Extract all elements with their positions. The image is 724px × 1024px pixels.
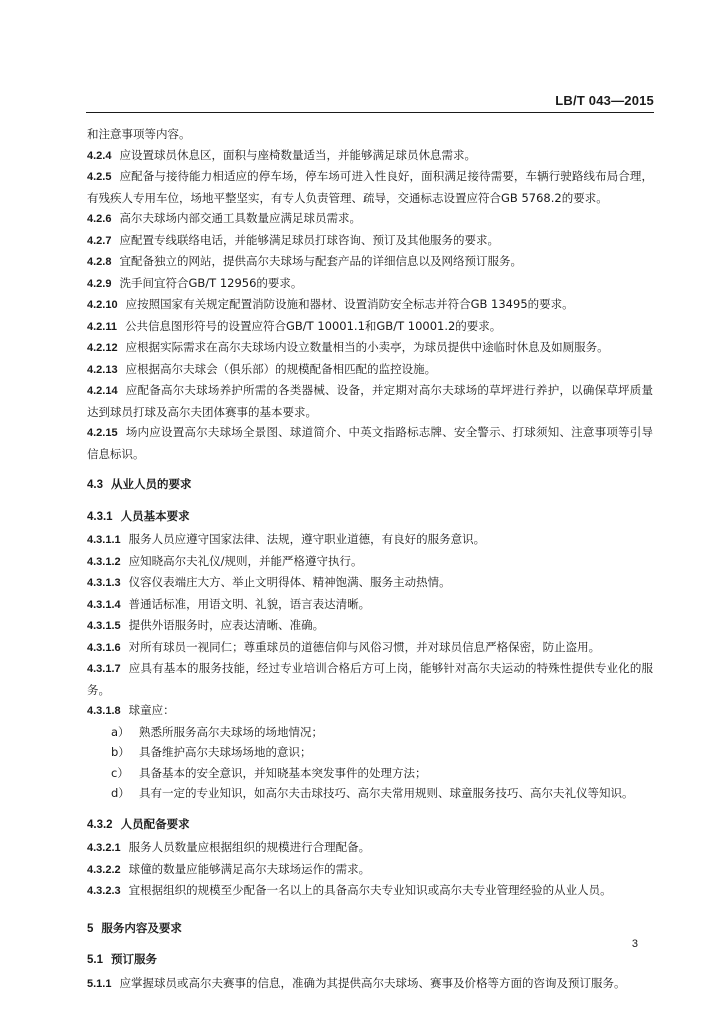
list-text: 具有一定的专业知识，如高尔夫击球技巧、高尔夫常用规则、球童服务技巧、高尔夫礼仪等知识。: [139, 786, 634, 800]
clause-number: 4.2.11: [87, 320, 117, 333]
clause-4-3-1-4: [87, 594, 653, 616]
clause-text: 高尔夫球场内部交通工具数量应满足球员需求。: [119, 211, 361, 225]
clause-5-1-1: [87, 973, 653, 995]
clause-number: 4.3.2.3: [87, 885, 121, 897]
page-number: 3: [631, 938, 638, 950]
clause-4-3-2-1: [87, 837, 653, 859]
clause-text: 应按照国家有关规定配置消防设施和器材、设置消防安全标志并符合GB 13495的要求。: [125, 297, 574, 311]
clause-text: 应知晓高尔夫礼仪/规则，并能严格遵守执行。: [128, 553, 363, 568]
clause-text: 应具有基本的服务技能，经过专业培训合格后方可上岗，能够针对高尔夫运动的特殊性提供专业化的服务。: [87, 661, 653, 697]
section-heading-5-1: [87, 949, 653, 971]
clause-4-3-1-8: [87, 700, 653, 722]
clause-list-4-2: [87, 145, 653, 465]
clause-number: 4.3.1.7: [87, 663, 121, 675]
section-number: 5: [87, 922, 94, 935]
clause-number: 4.2.12: [87, 342, 118, 354]
list-label: b）: [111, 745, 130, 759]
clause-list-4-3-2: [87, 837, 653, 902]
clause-number: 4.2.8: [87, 256, 112, 268]
clause-text: 洗手间宜符合GB/T 12956的要求。: [119, 275, 303, 290]
clause-4-2-8: [87, 251, 653, 273]
list-item: [111, 722, 653, 743]
clause-4-2-10: [87, 294, 653, 316]
clause-text: 服务人员数量应根据组织的规模进行合理配备。: [128, 840, 371, 854]
clause-4-2-7: [87, 230, 653, 252]
clause-4-3-1-7: [87, 658, 653, 700]
list-text: 熟悉所服务高尔夫球场的场地情况；: [139, 724, 323, 739]
list-label: d）: [111, 786, 130, 800]
section-title: 服务内容及要求: [101, 920, 182, 935]
clause-text: 应根据实际需求在高尔夫球场内设立数量相当的小卖亭，为球员提供中途临时休息及如厕服务。: [125, 340, 609, 354]
section-number: 4.3: [87, 479, 103, 491]
clause-text: 宜根据组织的规模至少配备一名以上的具备高尔夫专业知识或高尔夫专业管理经验的从业人员。: [128, 883, 612, 897]
section-heading-4-3-1: [87, 506, 653, 528]
clause-4-2-5: [87, 166, 653, 208]
section-heading-4-3: [87, 474, 653, 496]
clause-number: 5.1.1: [87, 977, 112, 990]
clause-text: 应设置球员休息区，面积与座椅数量适当，并能够满足球员休息需求。: [119, 147, 476, 162]
clause-text: 应配备与接待能力相适应的停车场，停车场可进入性良好，面积满足接待需要，车辆行驶路线布局合理，有残疾人专用车位，场地平整坚实，有专人负责管理、疏导，交通标志设置应符合GB 5768.2的要求。: [87, 169, 653, 205]
clause-text: 对所有球员一视同仁；尊重球员的道德信仰与风俗习惯，并对球员信息严格保密，防止盗用。: [128, 639, 601, 654]
clause-number: 4.2.9: [87, 277, 112, 290]
clause-number: 4.3.2.2: [87, 863, 121, 876]
clause-4-3-1-1: [87, 529, 653, 551]
clause-number: 4.3.1.6: [87, 641, 121, 654]
clause-text: 场内应设置高尔夫球场全景图、球道简介、中英文指路标志牌、安全警示、打球须知、注意事项等引导信息标识。: [87, 425, 653, 461]
clause-list-5-1: [87, 973, 653, 995]
clause-text: 球僮的数量应能够满足高尔夫球场运作的需求。: [128, 861, 371, 876]
clause-number: 4.2.6: [87, 213, 112, 225]
section-title: 人员基本要求: [120, 508, 190, 523]
clause-number: 4.3.1.2: [87, 555, 121, 568]
clause-text: 普通话标准，用语文明、礼貌，语言表达清晰。: [128, 596, 371, 611]
clause-number: 4.2.13: [87, 363, 118, 376]
clause-4-3-1-3: [87, 572, 653, 594]
clause-4-2-11: [87, 316, 653, 338]
clause-number: 4.3.1.4: [87, 598, 121, 611]
clause-4-2-13: [87, 359, 653, 381]
clause-list-4-3-1: [87, 529, 653, 722]
clause-text: 公共信息图形符号的设置应符合GB/T 10001.1和GB/T 10001.2的要求。: [124, 318, 502, 333]
clause-4-3-2-3: [87, 880, 653, 902]
section-number: 4.3.2: [87, 818, 113, 831]
clause-4-3-1-5: [87, 615, 653, 637]
clause-text: 应根据高尔夫球会（俱乐部）的规模配备相匹配的监控设施。: [125, 361, 437, 376]
clause-number: 4.3.2.1: [87, 842, 121, 854]
section-heading-5: [87, 918, 653, 940]
clause-4-3-1-6: [87, 637, 653, 659]
section-number: 4.3.1: [87, 510, 113, 523]
clause-number: 4.2.7: [87, 234, 112, 247]
clause-4-2-14: [87, 380, 653, 422]
continuation-text: 和注意事项等内容。: [87, 127, 191, 141]
document-body: [87, 124, 653, 994]
clause-number: 4.2.10: [87, 299, 118, 311]
clause-number: 4.2.14: [87, 385, 118, 397]
section-title: 预订服务: [111, 952, 157, 966]
clause-text: 应配备高尔夫球场养护所需的各类器械、设备，并定期对高尔夫球场的草坪进行养护，以确保草坪质量达到球员打球及高尔夫团体赛事的基本要求。: [87, 383, 653, 419]
clause-4-3-2-2: [87, 859, 653, 881]
clause-number: 4.2.15: [87, 427, 118, 439]
list-item: [111, 763, 653, 784]
clause-4-2-15: [87, 422, 653, 464]
section-title: 人员配备要求: [120, 816, 190, 831]
clause-text: 应掌握球员或高尔夫赛事的信息，准确为其提供高尔夫球场、赛事及价格等方面的咨询及预订服务。: [119, 975, 626, 990]
clause-number: 4.3.1.3: [87, 577, 121, 589]
list-item: [111, 783, 653, 804]
list-text: 具备维护高尔夫球场场地的意识；: [139, 745, 312, 759]
clause-number: 4.3.1.5: [87, 620, 121, 632]
clause-4-2-12: [87, 337, 653, 359]
clause-4-2-4: [87, 145, 653, 167]
clause-text: 服务人员应遵守国家法律、法规，遵守职业道德，有良好的服务意识。: [128, 532, 486, 546]
standard-code: LB/T 043—2015: [555, 93, 654, 108]
clause-4-2-6: [87, 208, 653, 230]
caddie-requirements-list: [87, 722, 653, 804]
list-item: [111, 742, 653, 763]
clause-4-2-9: [87, 273, 653, 295]
clause-text: 球童应：: [128, 703, 175, 717]
list-label: a）: [111, 724, 130, 739]
clause-number: 4.3.1.1: [87, 534, 121, 546]
clause-text: 应配置专线联络电话，并能够满足球员打球咨询、预订及其他服务的要求。: [119, 232, 499, 247]
clause-text: 宜配备独立的网站，提供高尔夫球场与配套产品的详细信息以及网络预订服务。: [119, 254, 522, 268]
section-number: 5.1: [87, 954, 103, 966]
clause-4-3-1-2: [87, 551, 653, 573]
list-label: c）: [111, 765, 129, 780]
header-rule: [86, 112, 654, 113]
section-heading-4-3-2: [87, 814, 653, 836]
list-text: 具备基本的安全意识，并知晓基本突发事件的处理方法；: [139, 765, 427, 780]
clause-number: 4.2.5: [87, 171, 112, 183]
clause-number: 4.2.4: [87, 149, 112, 162]
clause-number: 4.3.1.8: [87, 705, 121, 717]
clause-text: 提供外语服务时，应表达清晰、准确。: [128, 618, 325, 632]
clause-text: 仪容仪表端庄大方、举止文明得体、精神饱满、服务主动热情。: [128, 575, 451, 589]
section-title: 从业人员的要求: [111, 477, 192, 491]
